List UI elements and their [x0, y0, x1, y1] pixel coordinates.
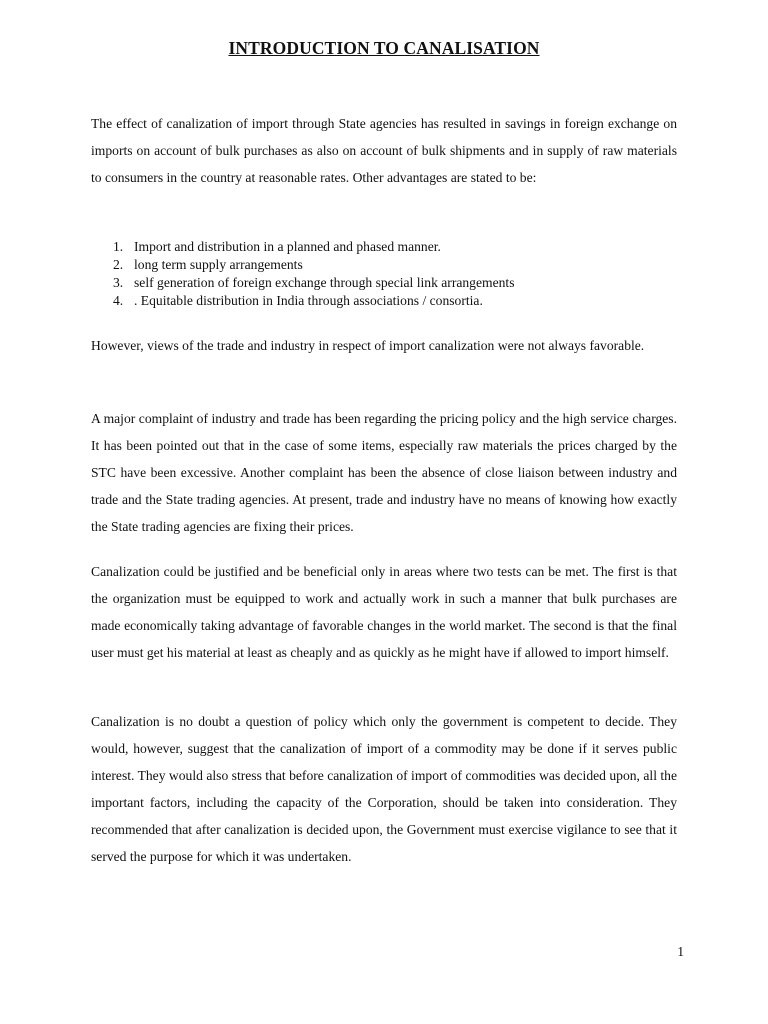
list-item-text: . Equitable distribution in India through associations / consortia.	[134, 293, 483, 308]
list-item-number: 2.	[113, 257, 124, 272]
paragraph-intro: The effect of canalization of import through State agencies has resulted in savings in foreign exchange on imports on account of bulk purchases as also on account of bulk shipments and in supply of raw materials to consumers in the country at reasonable rates. Other advantages are stated to be:	[91, 116, 677, 185]
paragraph-policy: Canalization is no doubt a question of policy which only the government is competent to decide. They would, however, suggest that the canalization of import of a commodity may be done if it serves public interest. They would also stress that before canalization of import of commodities was decided upon, all the important factors, including the capacity of the Corporation, should be taken into consideration. They recommended that after canalization is decided upon, the Government must exercise vigilance to see that it served the purpose for which it was undertaken.	[91, 714, 677, 864]
list-item-text: self generation of foreign exchange through special link arrangements	[134, 275, 515, 290]
paragraph-justification: Canalization could be justified and be beneficial only in areas where two tests can be met. The first is that the organization must be equipped to work and actually work in such a manner that bulk purchases are made economically taking advantage of favorable changes in the world market. The second is that the final user must get his material at least as cheaply and as quickly as he might have if allowed to import himself.	[91, 564, 677, 660]
list-item-number: 3.	[113, 275, 124, 290]
list-item	[91, 256, 677, 274]
paragraph-views: However, views of the trade and industry in respect of import canalization were not always favorable.	[91, 338, 645, 353]
list-item-number: 1.	[113, 239, 124, 254]
list-item	[91, 274, 677, 292]
page-title: INTRODUCTION TO CANALISATION	[228, 38, 540, 58]
list-item-text: long term supply arrangements	[134, 257, 303, 272]
list-item-text: Import and distribution in a planned and phased manner.	[134, 239, 441, 254]
list-item	[91, 238, 677, 256]
advantages-list	[91, 238, 677, 310]
list-item-number: 4.	[113, 293, 124, 308]
list-item	[91, 292, 677, 310]
paragraph-complaints: A major complaint of industry and trade has been regarding the pricing policy and the high service charges. It has been pointed out that in the case of some items, especially raw materials the prices charged by the STC have been excessive. Another complaint has been the absence of close liaison between industry and trade and the State trading agencies. At present, trade and industry have no means of knowing how exactly the State trading agencies are fixing their prices.	[91, 411, 677, 534]
page-number: 1	[677, 944, 684, 959]
